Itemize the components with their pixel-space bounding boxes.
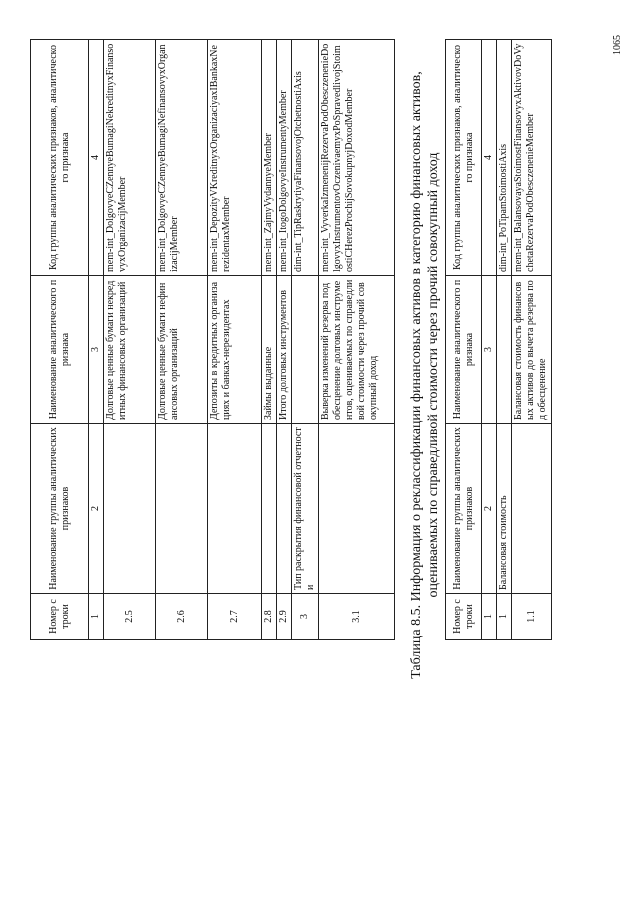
table-row <box>208 40 262 640</box>
feature-code: mem-int_BalansovayaStoimostFinansovyxAktivovDoVychetaRezervaPodObesczenenieMember <box>512 40 552 276</box>
table-row <box>292 40 319 640</box>
feature-code: mem-int_ZajmyVydannyeMember <box>262 40 277 276</box>
header-row-number: Номер строки <box>446 594 482 640</box>
column-number: 3 <box>89 276 104 424</box>
row-number: 2.6 <box>156 594 208 640</box>
group-name <box>156 424 208 594</box>
header-feature-name: Наименование аналитического признака <box>446 276 482 424</box>
feature-name: Балансовая стоимость финансовых активов до вычета резерва под обесценение <box>512 276 552 424</box>
row-number: 3.1 <box>319 594 395 640</box>
column-number: 4 <box>482 40 497 276</box>
feature-name: Долговые ценные бумаги нефинансовых организаций <box>156 276 208 424</box>
feature-code: dim-int_TipRaskrytiyaFinansovojOtchetnostiAxis <box>292 40 319 276</box>
table-row <box>262 40 277 640</box>
row-number: 2.7 <box>208 594 262 640</box>
header-code: Код группы аналитических признаков, аналитического признака <box>31 40 89 276</box>
feature-code: mem-int_DepozityVKreditnyxOrganizaciyaxIBankaxNerezidentaxMember <box>208 40 262 276</box>
column-number: 3 <box>482 276 497 424</box>
table-row <box>104 40 156 640</box>
feature-name: Долговые ценные бумаги некредитных финансовых организаций <box>104 276 156 424</box>
group-name <box>208 424 262 594</box>
table-caption: Таблица 8.5. Информация о реклассификации финансовых активов в категорию финансовых активов, оцениваемых по справедливой стоимости через прочий совокупный доход <box>409 71 441 679</box>
group-name <box>104 424 156 594</box>
feature-name: Выверка изменений резерва под обесценение долговых инструментов, оцениваемых по справедливой стоимости через прочий совокупный доход <box>319 276 395 424</box>
feature-code: mem-int_DolgovyeCZennyeBumagiNefinansovyxOrganizacijMember <box>156 40 208 276</box>
header-feature-name: Наименование аналитического признака <box>31 276 89 424</box>
row-number: 1 <box>497 594 512 640</box>
feature-code: mem-int_ItogoDolgovyeInstrumentyMember <box>277 40 292 276</box>
table-row <box>319 40 395 640</box>
column-number: 1 <box>482 594 497 640</box>
page-number: 1065 <box>612 35 623 55</box>
feature-code: mem-int_DolgovyeCZennyeBumagiNekreditnyxFinansovyxOrganizacijMember <box>104 40 156 276</box>
row-number: 2.9 <box>277 594 292 640</box>
feature-name <box>497 276 512 424</box>
column-number: 2 <box>89 424 104 594</box>
group-name <box>319 424 395 594</box>
feature-name <box>292 276 319 424</box>
header-code: Код группы аналитических признаков, аналитического признака <box>446 40 482 276</box>
column-number: 2 <box>482 424 497 594</box>
feature-name: Итого долговых инструментов <box>277 276 292 424</box>
row-number: 1.1 <box>512 594 552 640</box>
reclassification-table <box>445 39 552 640</box>
row-number: 3 <box>292 594 319 640</box>
table-row <box>512 40 552 640</box>
header-row-number: Номер строки <box>31 594 89 640</box>
group-name <box>277 424 292 594</box>
header-group-name: Наименование группы аналитических признаков <box>31 424 89 594</box>
feature-code: dim-int_PoTipamStoimostiAxis <box>497 40 512 276</box>
feature-code: mem-int_VyverkaIzmenenijRezervaPodObesczenenieDolgovyxInstrumentovOczenivaemyxPoSpravedlivojStoimostiCHerezProchijSovokupnyjDoxodMember <box>319 40 395 276</box>
row-number: 2.8 <box>262 594 277 640</box>
table-row <box>156 40 208 640</box>
column-number: 1 <box>89 594 104 640</box>
row-number: 2.5 <box>104 594 156 640</box>
group-name <box>512 424 552 594</box>
group-name: Балансовая стоимость <box>497 424 512 594</box>
table-row <box>497 40 512 640</box>
column-number: 4 <box>89 40 104 276</box>
analytic-features-table <box>30 39 395 640</box>
table-row <box>277 40 292 640</box>
group-name <box>262 424 277 594</box>
header-group-name: Наименование группы аналитических признаков <box>446 424 482 594</box>
feature-name: Займы выданные <box>262 276 277 424</box>
feature-name: Депозиты в кредитных организациях и банках-нерезидентах <box>208 276 262 424</box>
group-name: Тип раскрытия финансовой отчетности <box>292 424 319 594</box>
